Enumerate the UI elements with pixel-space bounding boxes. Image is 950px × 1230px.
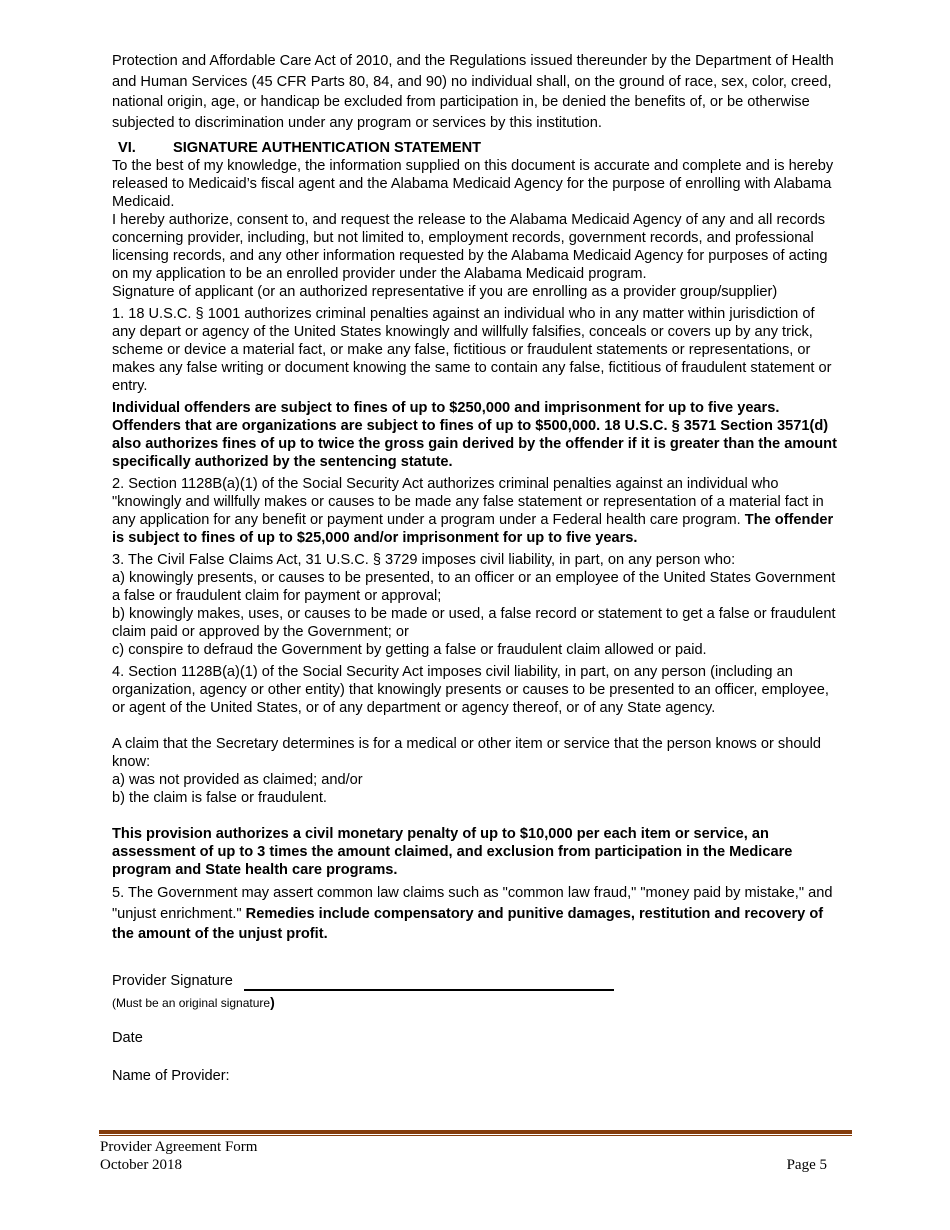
item-5-text: 5. The Government may assert common law claims such as "common law fraud," "money paid by mistake," and "unjust enrichment." bbox=[112, 885, 833, 922]
item-4: 4. Section 1128B(a)(1) of the Social Security Act imposes civil liability, in part, on any person (including an organization, agency or other entity) that knowingly presents or causes to be presented to an officer, employee, or agent of the United States, or of any department or agency thereof, or of any State agency. bbox=[112, 664, 829, 716]
item-3: 3. The Civil False Claims Act, 31 U.S.C. § 3729 imposes civil liability, in part, on any person who: bbox=[112, 552, 736, 568]
claim-a: a) was not provided as claimed; and/or bbox=[112, 772, 363, 788]
item-2 bbox=[112, 475, 840, 547]
footer-rule-thin bbox=[99, 1135, 852, 1136]
item-3c: c) conspire to defraud the Government by getting a false or fraudulent claim allowed or paid. bbox=[112, 642, 707, 658]
claim-b: b) the claim is false or fraudulent. bbox=[112, 790, 327, 806]
item-3a: a) knowingly presents, or causes to be presented, to an officer or an employee of the United States Government a false or fraudulent claim for payment or approval; bbox=[112, 570, 836, 604]
provision-paragraph: This provision authorizes a civil monetary penalty of up to $10,000 per each item or service, an assessment of up to 3 times the amount claimed, and exclusion from participation in the Medicare program and State health care programs. bbox=[112, 826, 793, 878]
footer-form-name: Provider Agreement Form bbox=[100, 1139, 258, 1155]
intro-paragraph: Protection and Affordable Care Act of 2010, and the Regulations issued thereunder by the Department of Health and Human Services (45 CFR Parts 80, 84, and 90) no individual shall, on the ground of race, sex, color, creed, national origin, age, or handicap be excluded from participation in, be denied the benefits of, or be otherwise subjected to discrimination under any program or services by this institution. bbox=[112, 53, 834, 131]
section-title: SIGNATURE AUTHENTICATION STATEMENT bbox=[173, 140, 482, 156]
item-2-text: 2. Section 1128B(a)(1) of the Social Security Act authorizes criminal penalties against an individual who "knowingly and willfully makes or causes to be made any false statement or representation of a material fact in any application for any benefit or payment under a program under a Federal health care program. bbox=[112, 476, 824, 528]
authorize-paragraph: I hereby authorize, consent to, and request the release to the Alabama Medicaid Agency of any and all records concerning provider, including, but not limited to, employment records, government records, and professional licensing records, and any other information requested by the Alabama Medicaid Agency for purposes of acting on my application to be an enrolled provider under the Alabama Medicaid program. bbox=[112, 212, 828, 282]
date-row bbox=[112, 1030, 143, 1046]
date-field[interactable] bbox=[146, 1032, 617, 1046]
item-2-penalties: The offender is subject to fines of up to $25,000 and/or imprisonment for up to five years. bbox=[112, 512, 834, 546]
claim-intro: A claim that the Secretary determines is for a medical or other item or service that the person knows or should know: bbox=[112, 736, 821, 770]
footer-page-number: Page 5 bbox=[786, 1157, 827, 1173]
item-5-remedies: Remedies include compensatory and punitive damages, restitution and recovery of the amount of the unjust profit. bbox=[112, 905, 824, 942]
provider-signature-row bbox=[112, 973, 233, 989]
provider-signature-field[interactable] bbox=[244, 975, 614, 991]
footer-date: October 2018 bbox=[100, 1157, 183, 1173]
section-heading bbox=[112, 139, 840, 157]
signature-note bbox=[112, 994, 275, 1010]
item-5 bbox=[112, 883, 840, 945]
name-of-provider-row bbox=[112, 1068, 230, 1084]
accuracy-paragraph: To the best of my knowledge, the information supplied on this document is accurate and complete and is hereby released to Medicaid’s fiscal agent and the Alabama Medicaid Agency for the purpose of enrolling with Alabama Medicaid. bbox=[112, 158, 834, 210]
date-label: Date bbox=[112, 1030, 143, 1046]
section-number: VI. bbox=[118, 140, 136, 156]
name-of-provider-label: Name of Provider: bbox=[112, 1068, 230, 1084]
item-3b: b) knowingly makes, uses, or causes to be made or used, a false record or statement to get a false or fraudulent claim paid or approved by the Government; or bbox=[112, 606, 836, 640]
signature-note-text: (Must be an original signature bbox=[112, 996, 271, 1010]
item-1: 1. 18 U.S.C. § 1001 authorizes criminal penalties against an individual who in any matter within jurisdiction of any depart or agency of the United States knowingly and willfully falsifies, conceals or covers up by any trick, scheme or device a material fact, or make any false, fictitious or fraudulent statements or representations, or makes any false writing or document knowing the same to contain any false, fictitious of fraudulent statement or entry. bbox=[112, 306, 832, 394]
document-body bbox=[112, 51, 840, 945]
signature-note-paren: ) bbox=[270, 994, 275, 1010]
provider-signature-label: Provider Signature bbox=[112, 973, 233, 989]
footer-rule-thick bbox=[99, 1130, 852, 1134]
signature-of-applicant-paragraph: Signature of applicant (or an authorized representative if you are enrolling as a provider group/supplier) bbox=[112, 284, 778, 300]
item-1-penalties: Individual offenders are subject to fines of up to $250,000 and imprisonment for up to five years. Offenders that are organizations are subject to fines of up to $500,000. 18 U.S.C. § 3571 Section 3571(d) also authorizes fines of up to twice the gross gain derived by the offender if it is greater than the amount specifically authorized by the sentencing statute. bbox=[112, 400, 837, 470]
name-of-provider-field[interactable] bbox=[247, 1070, 779, 1084]
